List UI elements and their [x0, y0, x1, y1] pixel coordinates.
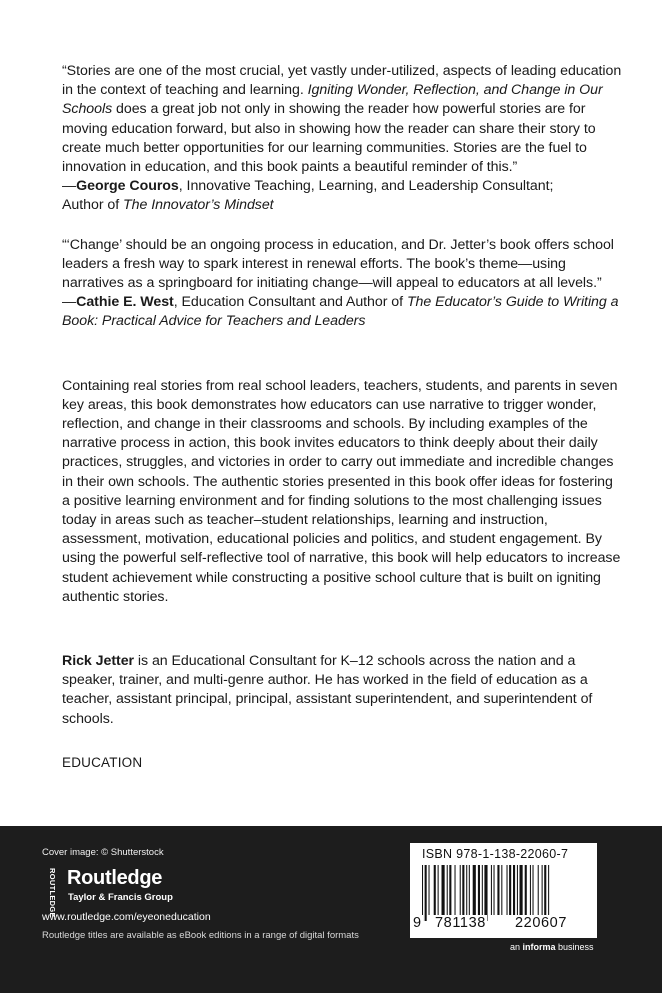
barcode-bar — [469, 865, 470, 915]
publisher-name: Routledge — [67, 867, 163, 889]
barcode-bar — [507, 865, 508, 915]
endorser-name: George Couros — [76, 178, 179, 195]
barcode-bar — [491, 865, 492, 915]
barcode-bars-icon — [422, 865, 587, 921]
isbn-number: ISBN 978-1-138-22060-7 — [422, 847, 569, 861]
quote-text: does a great job not only in showing the reader how powerful stories are for moving education forward, but also in showing how the reader can share their story to create much better opportunities for our learning communities. Stories are the fuel to innovation in education, and this book paints a beautiful reminder of this.” — [62, 101, 596, 176]
barcode-bar — [442, 865, 445, 915]
barcode-bar — [449, 865, 451, 915]
book-description: Containing real stories from real school leaders, teachers, students, and parents in seven key areas, this book demonstrates how educators can use narrative to trigger wonder, reflection, and change in their classrooms and schools. By including examples of the narrative process in action, this book invites educators to think deeply about their daily practices, struggles, and victories in order to carry out immediate and incredible changes in their own schools. The authentic stories presented in this book offer ideas for fostering a positive learning environment and for finding solutions to the most challenging issues today in areas such as teacher–student relationships, learning and instruction, assessment, motivation, educational policies and politics, and student engagement. By using the powerful self-reflective tool of narrative, this book will help educators to increase student achievement while constructing a positive school culture that is built on igniting authentic stories. — [62, 377, 621, 605]
author-bio: Rick Jetter is an Educational Consultant for K–12 schools across the nation and a speaker, trainer, and multi-genre author. He has worked in the field of education as a teacher, assistant principal, principal, assistant superintendent, and superintendent of schools. — [62, 653, 593, 727]
barcode-bar — [466, 865, 467, 915]
publisher-footer — [0, 826, 662, 993]
author-name: Rick Jetter — [62, 653, 135, 670]
endorsement-west — [62, 236, 622, 294]
informa-tagline: an informa business — [510, 942, 594, 952]
barcode-bar — [533, 865, 534, 915]
barcode-bar — [460, 865, 461, 915]
endorser-role: , Innovative Teaching, Learning, and Leadership Consultant; — [178, 178, 554, 195]
quote-text: “‘Change’ should be an ongoing process in education, and Dr. Jetter’s book offers school leaders a fresh way to spark interest in renewal efforts. The book’s theme—using narratives as a springboard for initiating change—will appeal to educators at all levels.” — [62, 236, 614, 292]
barcode-bar — [484, 865, 487, 921]
barcode-digits: 9 781138 220607 — [413, 915, 567, 931]
barcode-bar — [478, 865, 480, 915]
endorser-role: , Education Consultant and Author of — [173, 294, 407, 311]
back-cover-text — [62, 62, 622, 772]
barcode-bar — [538, 865, 539, 915]
barcode-bar — [509, 865, 511, 915]
barcode-bar — [517, 865, 518, 915]
publisher-group: Taylor & Francis Group — [68, 892, 173, 903]
barcode-bar — [447, 865, 448, 915]
barcode-bar — [520, 865, 523, 915]
endorsement-couros — [62, 62, 622, 177]
routledge-logo-mark-icon: ROUTLEDGE — [48, 868, 57, 918]
barcode-bar — [525, 865, 527, 915]
book-title: Igniting Wonder, Reflection, and Change in Our Schools — [62, 82, 603, 118]
endorsement-attribution: —Cathie E. West, Education Consultant and Author of The Educator’s Guide to Writing a Book: Practical Advice for Teachers and Leaders — [62, 294, 619, 330]
barcode-bar — [530, 865, 531, 915]
barcode-bar — [501, 865, 502, 915]
ebook-note: Routledge titles are available as eBook editions in a range of digital formats — [42, 930, 359, 941]
barcode-bar — [548, 865, 549, 921]
endorsement-attribution: —George Couros, Innovative Teaching, Learning, and Leadership Consultant; Author of The Innovator’s Mindset — [62, 178, 554, 214]
barcode-bar — [482, 865, 483, 915]
barcode-bar — [497, 865, 499, 915]
barcode-bar — [513, 865, 515, 915]
barcode-bar — [429, 865, 430, 915]
barcode-bar — [494, 865, 495, 915]
subject-category: EDUCATION — [62, 754, 143, 770]
barcode-bar — [425, 865, 427, 921]
barcode-bar — [434, 865, 436, 915]
barcode-bar — [544, 865, 546, 921]
endorser-book: The Innovator’s Mindset — [123, 197, 274, 214]
barcode-bar — [462, 865, 464, 915]
endorser-name: Cathie E. West — [76, 294, 174, 311]
barcode-bar — [542, 865, 543, 915]
barcode-bar — [455, 865, 456, 915]
isbn-barcode — [410, 843, 597, 938]
barcode-bar — [422, 865, 423, 921]
publisher-website: www.routledge.com/eyeoneducation — [42, 911, 211, 923]
barcode-bar — [438, 865, 439, 915]
quote-text: “Stories are one of the most crucial, yet vastly under-utilized, aspects of leading education in the context of teaching and learning. — [62, 63, 622, 99]
cover-credit: Cover image: © Shutterstock — [42, 847, 164, 858]
barcode-bar — [473, 865, 476, 915]
endorser-book: The Educator’s Guide to Writing a Book: Practical Advice for Teachers and Leaders — [62, 294, 619, 330]
